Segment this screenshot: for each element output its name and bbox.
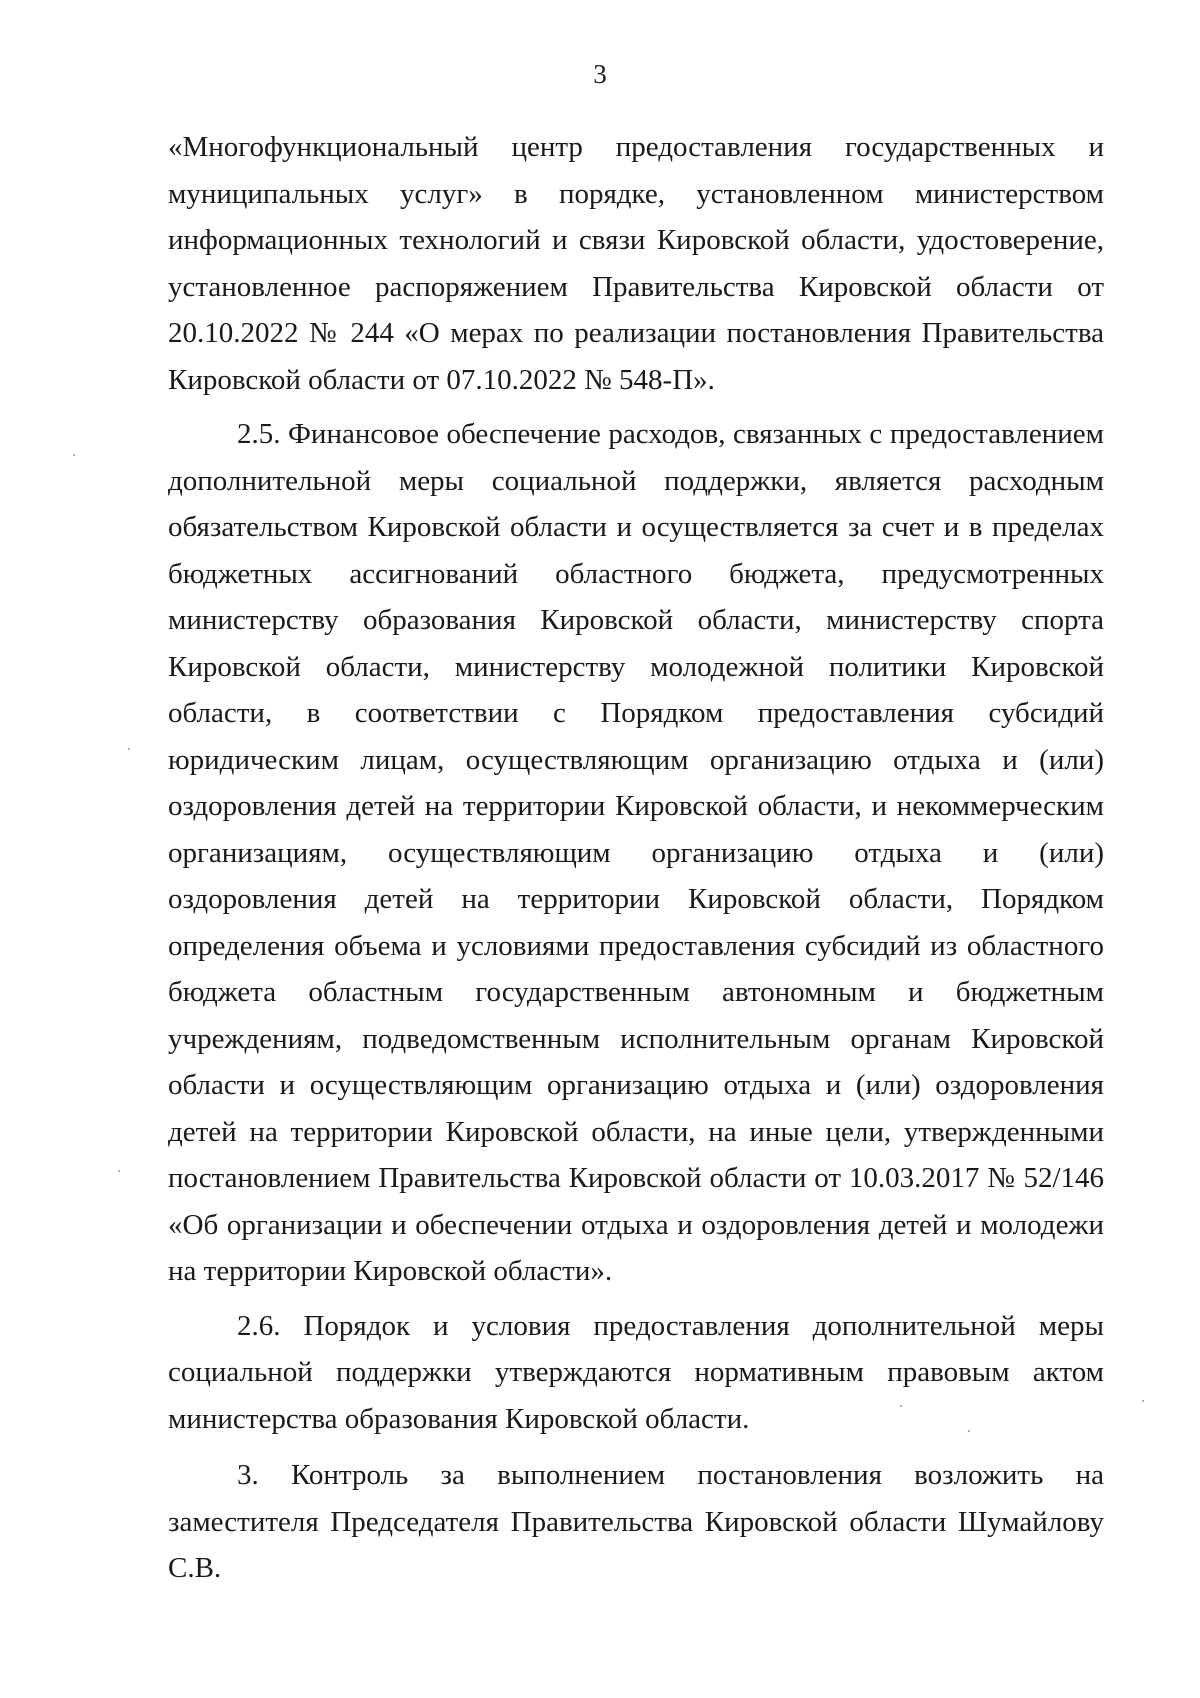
scan-speck — [1142, 1400, 1144, 1402]
paragraph-continuation: «Многофункциональный центр предоставления государственных и муниципальных услуг» в порядке, установленном министерством информационных технологий и связи Кировской области, удостоверение, установленное распоряжением Правительства Кировской области от 20.10.2022 № 244 «О мерах по реализации постановления Правительства Кировской области от 07.10.2022 № 548-П». — [168, 131, 1104, 396]
paragraph-clause-3: 3. Контроль за выполнением постановления возложить на заместителя Председателя Правительства Кировской области Шумайлову С.В. — [168, 1459, 1104, 1584]
scan-speck — [900, 1405, 902, 1407]
page-number: 3 — [593, 59, 607, 89]
scan-speck — [128, 748, 130, 750]
paragraph-clause-2-5: 2.5. Финансовое обеспечение расходов, связанных с предоставлением дополнительной меры социальной поддержки, является расходным обязательством Кировской области и осуществляется за счет и в пределах бюджетных ассигнований областного бюджета, предусмотренных министерству образования Кировской области, министерству спорта Кировской области, министерству молодежной политики Кировской области, в соответствии с Порядком предоставления субсидий юридическим лицам, осуществляющим организацию отдыха и (или) оздоровления детей на территории Кировской области, и некоммерческим организациям, осуществляющим организацию отдыха и (или) оздоровления детей на территории Кировской области, Порядком определения объема и условиями предоставления субсидий из областного бюджета областным государственным автономным и бюджетным учреждениям, подведомственным исполнительным органам Кировской области и осуществляющим организацию отдыха и (или) оздоровления детей на территории Кировской области, на иные цели, утвержденными постановлением Правительства Кировской области от 10.03.2017 № 52/146 «Об организации и обеспечении отдыха и оздоровления детей и молодежи на территории Кировской области». — [168, 418, 1104, 1287]
document-body — [168, 124, 1104, 1592]
paragraph-clause-2-6: 2.6. Порядок и условия предоставления дополнительной меры социальной поддержки утверждаются нормативным правовым актом министерства образования Кировской области. — [168, 1309, 1104, 1435]
scan-speck — [968, 1430, 970, 1432]
scan-speck — [73, 454, 75, 456]
scan-speck — [118, 1170, 120, 1172]
